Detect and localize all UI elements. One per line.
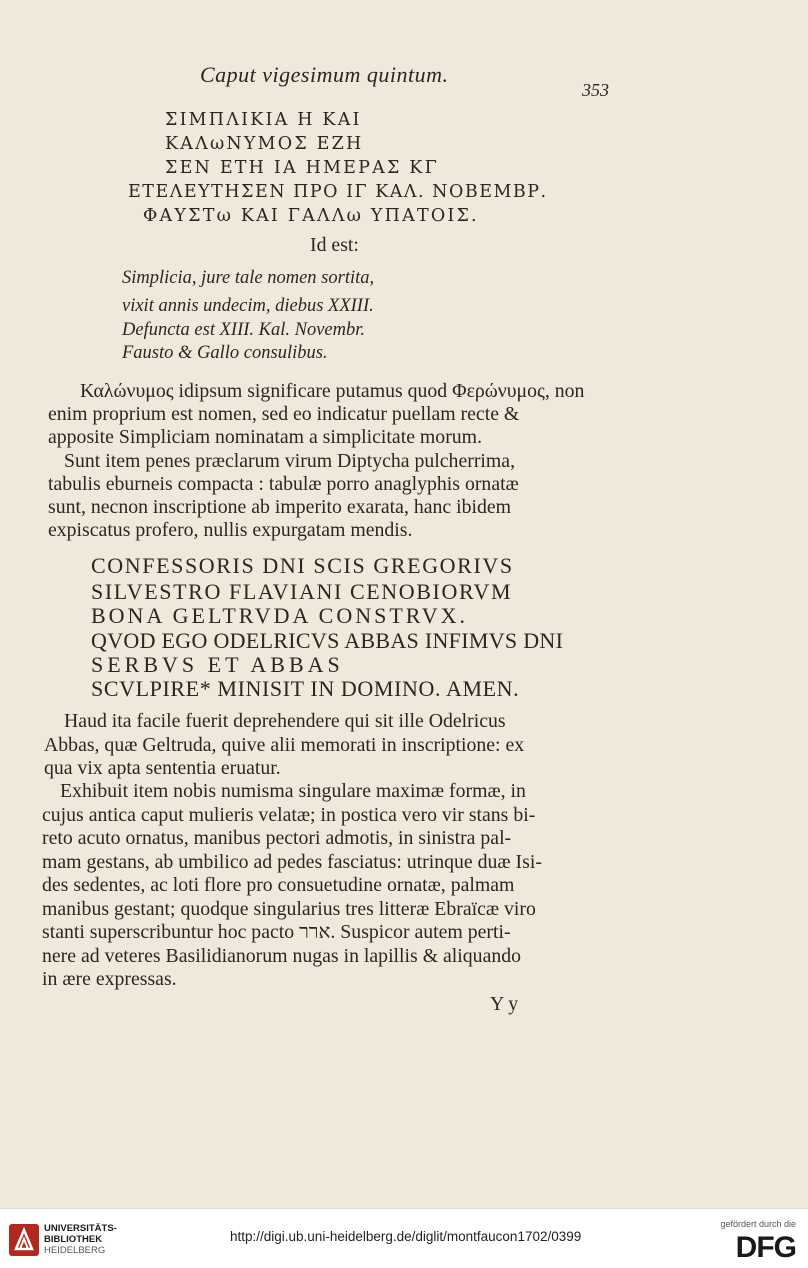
paragraph-line: stanti superscribuntur hoc pacto ארר. Suspicor autem perti- [42,921,511,943]
latin-translation-line: Simplicia, jure tale nomen sortita, [122,268,375,288]
latin-translation-line: vixit annis undecim, diebus XXIII. [122,296,374,316]
running-head: Caput vigesimum quintum. [200,62,449,87]
latin-inscription-line: SCVLPIRE* MINISIT IN DOMINO. AMEN. [91,676,520,701]
funder-caption: gefördert durch die [720,1219,796,1229]
paragraph-line: Abbas, quæ Geltruda, quive alii memorati in inscriptione: ex [44,734,525,756]
greek-inscription-line: ΚΑΛωΝΥΜΟΣ ΕΖΗ [165,134,364,154]
latin-inscription-line: SERBVS ET ABBAS [91,652,344,677]
latin-inscription-line: QVOD EGO ODELRICVS ABBAS INFIMVS DNI [91,628,564,653]
paragraph-line: in ære expressas. [42,968,177,990]
paragraph-line: qua vix apta sententia eruatur. [44,757,281,779]
greek-inscription-line: ΣΙΜΠΛΙΚΙΑ Η ΚΑΙ [165,110,362,130]
latin-inscription-line: SILVESTRO FLAVIANI CENOBIORVM [91,579,513,604]
viewer-footer [0,1208,808,1268]
greek-inscription-line: ΦΑΥΣΤω ΚΑΙ ΓΑΛΛω ΥΠΑΤΟΙΣ. [143,206,479,226]
paragraph-line: expiscatus profero, nullis expurgatam mendis. [48,519,413,541]
id-est-heading: Id est: [310,234,359,256]
paragraph-line: sunt, necnon inscriptione ab imperito exarata, hanc ibidem [48,496,512,518]
paragraph-line: apposite Simpliciam nominatam a simplicitate morum. [48,426,483,448]
university-library-name: UNIVERSITÄTS- BIBLIOTHEK HEIDELBERG [44,1223,117,1256]
latin-inscription-line: CONFESSORIS DNI SCIS GREGORIVS [91,553,514,578]
paragraph-line: enim proprium est nomen, sed eo indicatur puellam recte & [48,403,520,425]
latin-inscription-line: BONA GELTRVDA CONSTRVX. [91,603,468,628]
greek-inscription-line: ΣΕΝ ΕΤΗ ΙΑ ΗΜΕΡΑΣ ΚΓ [165,158,439,178]
paragraph-line: cujus antica caput mulieris velatæ; in postica vero vir stans bi- [42,804,536,826]
greek-inscription-line: ΕΤΕΛΕΥΤΗΣΕΝ ΠΡΟ ΙΓ ΚΑΛ. ΝΟΒΕΜΒΡ. [128,182,548,202]
latin-translation-line: Defuncta est XIII. Kal. Novembr. [122,320,366,340]
paragraph-line: manibus gestant; quodque singularius tres litteræ Ebraïcæ viro [42,898,536,920]
paragraph-line: Exhibuit item nobis numisma singulare maximæ formæ, in [60,780,526,802]
paragraph-line: Haud ita facile fuerit deprehendere qui sit ille Odelricus [64,710,506,732]
permalink-url[interactable]: http://digi.ub.uni-heidelberg.de/diglit/montfaucon1702/0399 [230,1229,582,1244]
paragraph-line: Καλώνυμος idipsum significare putamus quod Φερώνυμος, non [80,380,585,402]
university-library-logo-icon [8,1223,40,1257]
latin-translation-line: Fausto & Gallo consulibus. [122,343,328,363]
paragraph-line: nere ad veteres Basilidianorum nugas in lapillis & aliquando [42,945,522,967]
paragraph-line: Sunt item penes præclarum virum Diptycha pulcherrima, [64,450,516,472]
paragraph-line: tabulis eburneis compacta : tabulæ porro anaglyphis ornatæ [48,473,519,495]
page-number: 353 [582,80,609,100]
paragraph-line: mam gestans, ab umbilico ad pedes fasciatus: utrinque duæ Isi- [42,851,542,873]
dfg-logo-icon: DFG [735,1231,796,1264]
paragraph-line: des sedentes, ac loti flore pro consuetudine ornatæ, palmam [42,874,515,896]
paragraph-line: reto acuto ornatus, manibus pectori admotis, in sinistra pal- [42,827,512,849]
catchword: Yy [490,993,523,1015]
